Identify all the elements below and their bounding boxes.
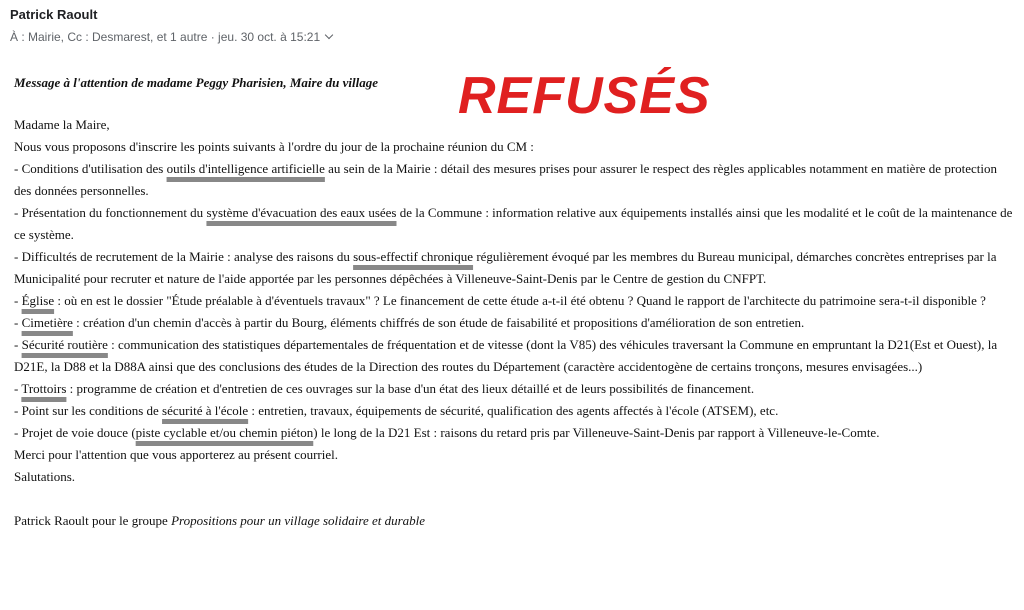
underlined-topic: système d'évacuation des eaux usées — [206, 205, 397, 220]
underlined-topic: sécurité à l'école — [162, 403, 249, 418]
list-item — [14, 334, 1014, 378]
email-header — [10, 6, 332, 46]
item-text: - Projet de voie douce ( — [14, 425, 136, 440]
message-body — [14, 72, 1014, 532]
list-item — [14, 246, 1014, 290]
refused-stamp: REFUSÉS — [458, 67, 711, 125]
underlined-topic: Sécurité routière — [21, 337, 108, 352]
signature-name: Patrick Raoult pour le groupe — [14, 513, 172, 528]
thanks-line: Merci pour l'attention que vous apporterez au présent courriel. — [14, 447, 338, 462]
recipients-text: À : Mairie, Cc : Desmarest, et 1 autre · jeu. 30 oct. à 15:21 — [10, 30, 321, 44]
item-text: : programme de création et d'entretien de ces ouvrages sur la base d'un état des lieux détaillé et de leurs possibilités de financement. — [66, 381, 755, 396]
list-item — [14, 378, 1014, 400]
list-item — [14, 312, 1014, 334]
closing-line: Salutations. — [14, 469, 76, 484]
item-text: régulièrement évoqué par les membres du Bureau municipal, démarches concrètes entreprises par la Municipalité pour recruter et nature de l'aide apportée par les personnes dépêchées à Villeneuve-Saint-Denis par le Centre de gestion du CNFPT. — [14, 249, 997, 286]
lead-text: Nous vous proposons d'inscrire les points suivants à l'ordre du jour de la prochaine réunion du CM : — [14, 139, 534, 154]
item-text: : communication des statistiques départementales de fréquentation et de vitesse (dont la V85) des véhicules traversant la Commune en empruntant la D21(Est et Ouest), la D21E, la D88 et la D88A ainsi que des conclusions des études de la Direction des routes du Département (caractère accidentogène de certains tronçons, mesures envisagées...) — [14, 337, 998, 374]
list-item — [14, 202, 1014, 246]
underlined-topic: outils d'intelligence artificielle — [166, 161, 325, 176]
item-text: - Difficultés de recrutement de la Mairie : analyse des raisons du — [14, 249, 354, 264]
underlined-topic: piste cyclable et/ou chemin piéton — [135, 425, 314, 440]
underlined-topic: Église — [21, 293, 55, 308]
item-text: ) le long de la D21 Est : raisons du retard pris par Villeneuve-Saint-Denis par rapport à Villeneuve-le-Comte. — [313, 425, 880, 440]
item-text: - — [14, 315, 22, 330]
item-text: - — [14, 337, 22, 352]
signature — [14, 510, 1014, 532]
message-intro: Message à l'attention de madame Peggy Pharisien, Maire du village — [14, 75, 378, 90]
item-text: : où en est le dossier "Étude préalable à d'éventuels travaux" ? Le financement de cette étude a-t-il été obtenu ? Quand le rapport de l'architecte du patrimoine sera-t-il disponible ? — [54, 293, 986, 308]
list-item — [14, 290, 1014, 312]
list-item — [14, 400, 1014, 422]
item-text: - Présentation du fonctionnement du — [14, 205, 207, 220]
item-text: : création d'un chemin d'accès à partir du Bourg, éléments chiffrés de son étude de faisabilité et propositions d'amélioration de son entretien. — [72, 315, 805, 330]
sender-name[interactable]: Patrick Raoult — [10, 7, 98, 22]
list-item — [14, 422, 1014, 444]
item-text: - Point sur les conditions de — [14, 403, 163, 418]
underlined-topic: Cimetière — [21, 315, 73, 330]
chevron-down-icon[interactable] — [325, 31, 333, 39]
underlined-topic: Trottoirs — [21, 381, 67, 396]
signature-group: Propositions pour un village solidaire et durable — [171, 513, 426, 528]
item-text: - Conditions d'utilisation des — [14, 161, 167, 176]
underlined-topic: sous-effectif chronique — [353, 249, 474, 264]
item-text: - — [14, 293, 22, 308]
item-text: - — [14, 381, 22, 396]
list-item — [14, 158, 1014, 202]
recipients-line[interactable] — [10, 28, 332, 46]
item-text: de la Commune : information relative aux équipements installés ainsi que les modalité et le coût de la maintenance de ce système. — [14, 205, 1013, 242]
item-text: au sein de la Mairie : détail des mesures prises pour assurer le respect des règles applicables notamment en matière de protection des données personnelles. — [14, 161, 998, 198]
salutation: Madame la Maire, — [14, 117, 110, 132]
item-text: : entretien, travaux, équipements de sécurité, qualification des agents affectés à l'école (ATSEM), etc. — [248, 403, 779, 418]
spacer — [14, 488, 1014, 510]
